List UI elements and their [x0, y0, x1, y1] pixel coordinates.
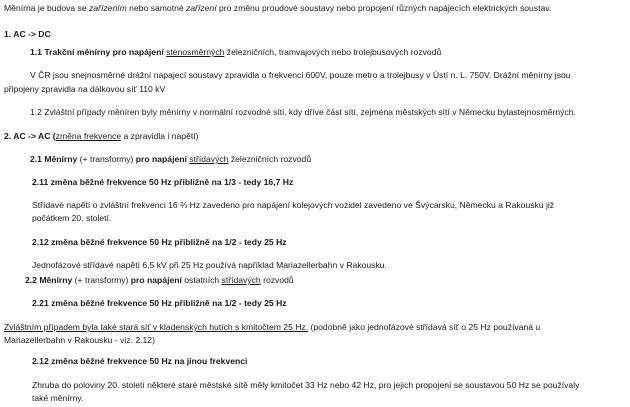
paragraph-text: Střídavé napětí o zvláštní frekvenci 16 ⅔ Hz zavedeno pro napájení kolejových vozidel zavedeno ve Švýcarsku, Německu a Rakousku již: [32, 200, 555, 210]
subsection-2-2-title: 2.2 Měnírny: [25, 275, 73, 285]
paragraph-text: (podobně jako jednofázové střídavá síť o 25 Hz používaná u: [308, 322, 541, 332]
subsection-2-1-rest: železničních rozvodů: [228, 154, 312, 164]
subsection-2-1-title-2: pro napájení: [135, 154, 190, 164]
paragraph-2-11-line-1: [32, 200, 554, 211]
intro-italic-term: zařízení: [186, 3, 217, 13]
section-1-title: 1. AC -> DC: [4, 29, 51, 39]
subsection-2-2-mid-2: ostatních: [181, 275, 222, 285]
subsection-2-12b-title: 2.12 změna běžné frekvence 50 Hz na jinou frekvenci: [32, 356, 248, 366]
subsection-2-12-heading: [32, 237, 287, 248]
section-2-title-rest: a zpravidla i napětí): [121, 131, 199, 141]
paragraph-2-11-line-2: [32, 213, 111, 224]
subsection-2-1-title: 2.1 Měnírny: [30, 154, 78, 164]
paragraph-text: také měnírny.: [32, 393, 84, 403]
subsection-2-12b-heading: [32, 356, 247, 367]
subsection-2-2-title-2: pro napájení: [130, 275, 182, 285]
subsection-1-1-title: 1.1 Trakční měnírny pro napájení: [30, 47, 167, 57]
paragraph-1-1-line-2: [4, 84, 165, 95]
paragraph-2-12: [32, 260, 387, 271]
subsection-2-1-heading: [30, 154, 311, 165]
intro-italic-term: zařízením: [89, 3, 127, 13]
paragraph-2-21-line-1: [4, 322, 540, 333]
paragraph-text: připojeny zpravidla na dálkovou síť 110 kV: [4, 84, 166, 94]
section-2-heading: [4, 131, 199, 142]
paragraph-text: Jednofázové střídavé napětí 6,5 kV při 25 Hz používá například Mariazellerbahn v Rakousku.: [32, 260, 387, 270]
subsection-2-1-mid: (+ transformy): [77, 154, 136, 164]
stridavy-link[interactable]: střídavých: [221, 275, 261, 285]
subsection-2-11-heading: [32, 177, 293, 188]
zmena-frekvence-link[interactable]: změna frekvence: [55, 131, 122, 141]
intro-text: Měnírna je budova se: [4, 3, 90, 13]
intro-text: pro změnu proudové soustavy nebo propojení různých napájecích elektrických soustav.: [216, 3, 552, 13]
paragraph-text: V ČR jsou snejnosměrné drážní napajecí soustavy zpravidla o frekvenci 600V, pouze metro a trolejbusy v Ústí n. L. 750V. Drážní měnírny jsou: [30, 70, 571, 80]
subsection-1-1-rest: železničních, tramvajových nebo trolejbusových rozvodů: [224, 47, 442, 57]
paragraph-text: Mariazellerbahn v Rakousku - viz. 2.12): [4, 335, 155, 345]
intro-text: nebo samotné: [126, 3, 187, 13]
paragraph-text: Zhruba do poloviny 20. století některé staré městské sítě měly kmitočet 33 Hz nebo 42 Hz, pro jejich propojení se soustavou 50 Hz se používaly: [32, 380, 580, 390]
subsection-1-2: [30, 107, 576, 118]
subsection-1-2-text: 1.2 Zvláštní případy měníren byly měnírny v normální rozvodné síti, kdy dříve část sítí, zejména městských sítí v Německu bylastejnosměrných.: [30, 107, 576, 117]
paragraph-final-line-1: [32, 380, 579, 391]
subsection-2-21-title: 2.21 změna běžné frekvence 50 Hz přibližně na 1/2 - tedy 25 Hz: [32, 298, 287, 308]
subsection-2-2-heading: [25, 275, 294, 286]
stenosmerny-link[interactable]: stenosměrných: [166, 47, 225, 57]
subsection-2-2-rest: rozvodů: [260, 275, 294, 285]
paragraph-2-21-line-2: [4, 335, 155, 346]
subsection-2-11-title: 2.11 změna běžné frekvence 50 Hz přibližně na 1/3 - tedy 16,7 Hz: [32, 177, 294, 187]
subsection-1-1-heading: [30, 47, 441, 58]
section-2-title: 2. AC -> AC (: [4, 131, 56, 141]
subsection-2-12-title: 2.12 změna běžné frekvence 50 Hz přibližně na 1/2 - tedy 25 Hz: [32, 237, 287, 247]
paragraph-final-line-2: [32, 393, 83, 404]
subsection-2-2-mid: (+ transformy): [72, 275, 131, 285]
section-1-heading: [4, 29, 51, 40]
paragraph-text: počátkem 20. století.: [32, 213, 112, 223]
subsection-2-21-heading: [32, 298, 287, 309]
stridavy-link[interactable]: střídavých: [189, 154, 229, 164]
kladno-note-underlined: Zvláštním případem byla také stará síť v kladenských hutích s kmitočtem 25 Hz.: [4, 322, 309, 332]
intro-paragraph: [4, 3, 551, 14]
paragraph-1-1-line-1: [30, 70, 571, 81]
